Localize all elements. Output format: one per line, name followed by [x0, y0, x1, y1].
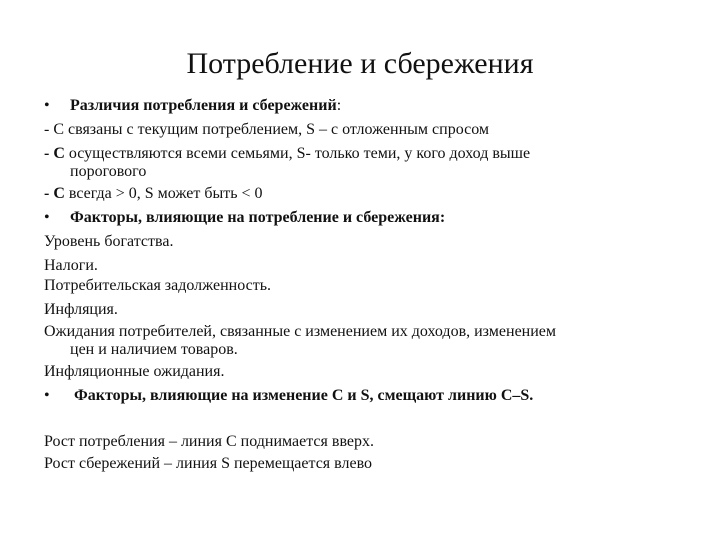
savings-growth: Рост сбережений – линия S перемещается влево	[44, 455, 373, 472]
line-threshold: порогового	[70, 163, 147, 180]
c-label: - С	[44, 185, 65, 202]
c-label: - С	[44, 145, 65, 162]
factor-expectations: Ожидания потребителей, связанные с изменением их доходов, изменением	[44, 323, 557, 340]
shift-factors-heading: Факторы, влияющие на изменение С и S, смещают линию С–S.	[70, 387, 534, 404]
differences-colon: :	[336, 97, 342, 114]
factor-inflation: Инфляция.	[44, 301, 118, 318]
factors-heading: Факторы, влияющие на потребление и сбережения:	[70, 209, 446, 226]
factor-wealth: Уровень богатства.	[44, 233, 174, 250]
slide-title: Потребление и сбережения	[186, 47, 534, 80]
differences-heading: Различия потребления и сбережений	[70, 97, 337, 114]
factor-inflation-expectations: Инфляционные ожидания.	[44, 363, 225, 380]
bullet-differences	[44, 96, 341, 116]
factor-expectations-cont: цен и наличием товаров.	[70, 341, 238, 358]
factor-debt: Потребительская задолженность.	[44, 277, 271, 294]
bullet-marker: •	[44, 387, 50, 404]
line-current-deferred: - С связаны с текущим потреблением, S – с отложенным спросом	[44, 121, 490, 138]
bullet-marker: •	[44, 209, 50, 226]
always-positive-text: всегда > 0, S может быть < 0	[64, 185, 263, 202]
bullet-factors	[44, 208, 445, 228]
bullet-shift-factors	[44, 386, 533, 406]
line-always-positive	[44, 184, 263, 204]
bullet-marker: •	[44, 97, 50, 114]
all-families-text: осуществляются всеми семьями, S- только теми, у кого доход выше	[64, 145, 531, 162]
consumption-growth: Рост потребления – линия С поднимается вверх.	[44, 433, 374, 450]
line-all-families	[44, 144, 530, 164]
factor-taxes: Налоги.	[44, 257, 98, 274]
